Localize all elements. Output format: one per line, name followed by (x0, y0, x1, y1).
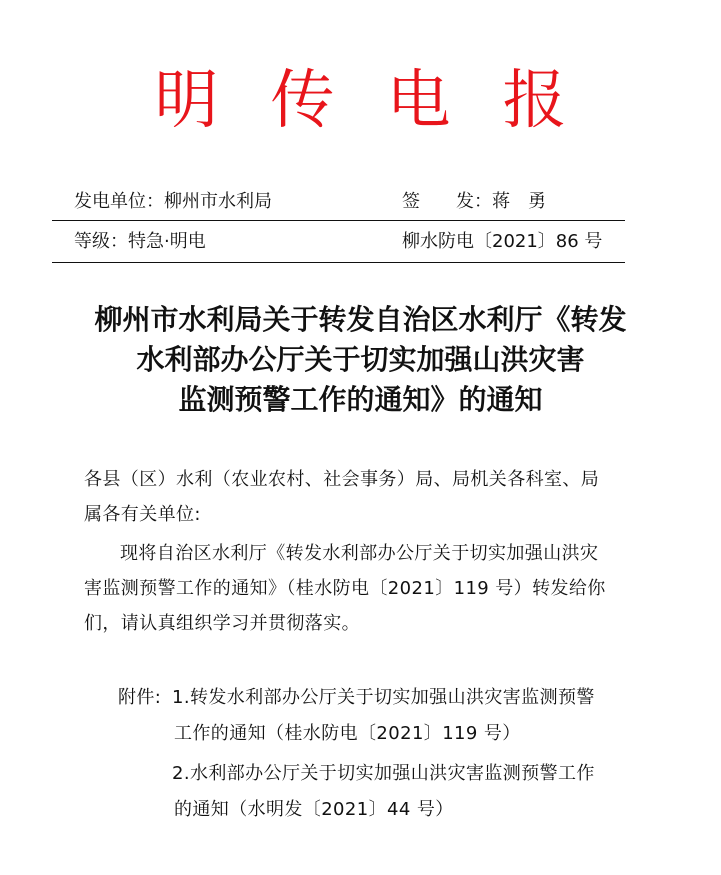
title-line-1: 柳州市水利局关于转发自治区水利厅《转发 (94, 303, 627, 336)
banner-title: 明传电报 (154, 64, 619, 138)
document-title (0, 300, 721, 420)
addressee (84, 462, 654, 532)
signer-label: 签 发：蒋 勇 (402, 191, 546, 212)
attachment-item-2 (172, 756, 652, 828)
attachment-2-line-2: 的通知（水明发〔2021〕44 号） (174, 799, 454, 820)
sender-label: 发电单位：柳州市水利局 (74, 191, 272, 212)
attachment-1-line-2: 工作的通知（桂水防电〔2021〕119 号） (174, 723, 521, 744)
title-line-3: 监测预警工作的通知》的通知 (178, 383, 543, 416)
body-line-2: 害监测预警工作的通知》（桂水防电〔2021〕119 号）转发给你 (84, 578, 606, 599)
meta-row-sender (52, 182, 625, 222)
attachment-1-line-1: 1.转发水利部办公厅关于切实加强山洪灾害监测预警 (172, 687, 595, 708)
addressee-line-2: 属各有关单位: (84, 504, 201, 525)
priority-label: 等级：特急·明电 (74, 231, 206, 252)
body-line-3: 们，请认真组织学习并贯彻落实。 (84, 613, 360, 634)
attachment-item-1 (172, 680, 652, 752)
meta-row-priority (52, 222, 625, 262)
addressee-line-1: 各县（区）水利（农业农村、社会事务）局、局机关各科室、局 (84, 469, 600, 490)
attachment-2-line-1: 2.水利部办公厅关于切实加强山洪灾害监测预警工作 (172, 763, 595, 784)
divider-bottom (52, 262, 625, 263)
body-line-1: 现将自治区水利厅《转发水利部办公厅关于切实加强山洪灾 (120, 543, 599, 564)
title-line-2: 水利部办公厅关于切实加强山洪灾害 (136, 343, 585, 376)
body-paragraph (84, 536, 654, 641)
doc-number: 柳水防电〔2021〕86 号 (402, 231, 603, 252)
attachments-label: 附件: (118, 687, 162, 708)
